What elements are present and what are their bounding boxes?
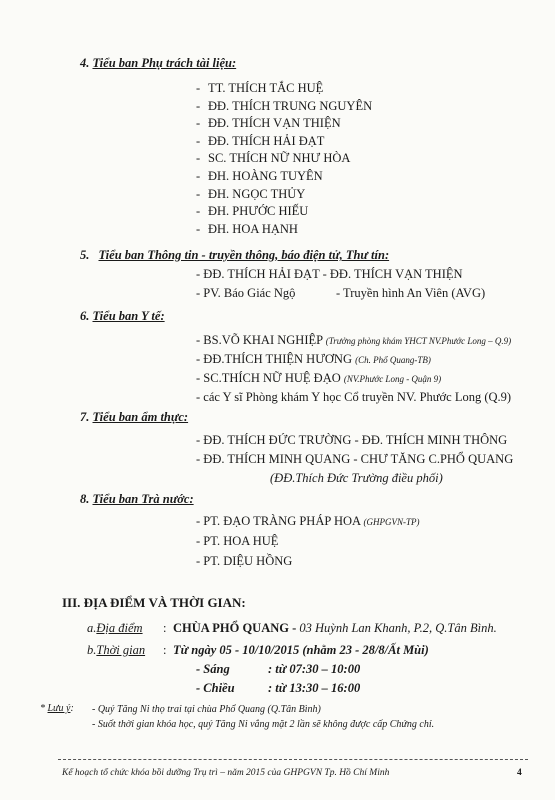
sec8-member-name: - PT. ĐẠO TRÀNG PHÁP HOA: [196, 514, 364, 528]
sec6-member: [196, 390, 511, 405]
sec4-member-name: ĐH. HOÀNG TUYÊN: [208, 169, 323, 183]
note-star: *: [40, 703, 45, 714]
sec8-member: [196, 554, 292, 569]
sec6-member: [196, 352, 431, 367]
sec4-member: [196, 81, 323, 96]
sec4-member-name: ĐĐ. THÍCH HẢI ĐẠT: [208, 133, 325, 148]
sec7-line-1: - ĐĐ. THÍCH ĐỨC TRƯỜNG - ĐĐ. THÍCH MINH THÔNG: [196, 433, 508, 447]
time-label: [87, 643, 145, 658]
sec6-member: [196, 371, 441, 386]
list-dash: -: [196, 116, 201, 131]
location-address: 03 Huỳnh Lan Khanh, P.2, Q.Tân Bình.: [296, 621, 497, 635]
time-label-text: Thời gian: [96, 643, 146, 657]
list-dash: -: [196, 81, 201, 95]
sec4-heading: [80, 56, 236, 71]
time-prefix: b.: [87, 643, 97, 657]
morning-hours: : từ 07:30 – 10:00: [268, 662, 361, 676]
sec4-member: [196, 116, 341, 131]
sec6-member-name: - ĐĐ.THÍCH THIỆN HƯƠNG: [196, 352, 356, 366]
sec5-number: 5.: [80, 248, 90, 262]
sec4-member: [196, 169, 323, 184]
sec7-title: Tiểu ban ẩm thực:: [92, 410, 189, 424]
sec4-member-name: ĐH. PHƯỚC HIẾU: [208, 204, 309, 219]
sec8-member-note: (GHPGVN-TP): [363, 517, 420, 527]
sec5-line-2a: - PV. Báo Giác Ngộ: [196, 286, 296, 300]
note-label: [40, 703, 74, 714]
sec4-member: [196, 204, 308, 219]
time-value: Từ ngày 05 - 10/10/2015 (nhằm 23 - 28/8/Ất Mùi): [173, 643, 429, 657]
sec4-member-name: ĐĐ. THÍCH TRUNG NGUYÊN: [208, 98, 373, 113]
list-dash: -: [196, 133, 201, 148]
time-colon: :: [163, 643, 167, 657]
sec6-title: Tiểu ban Y tế:: [92, 309, 165, 323]
list-dash: -: [196, 186, 201, 201]
sec8-title: Tiểu ban Trà nước:: [92, 492, 194, 506]
sec5-heading: [80, 248, 389, 263]
note-label-text: Lưu ý: [47, 703, 71, 714]
sec7-number: 7.: [80, 410, 90, 424]
afternoon-hours: : từ 13:30 – 16:00: [268, 681, 361, 695]
sec4-member-name: TT. THÍCH TẮC HUỆ: [208, 81, 324, 95]
sec6-member-note: (Trưởng phòng khám YHCT NV.Phước Long – Q.9): [325, 336, 512, 346]
location-value: [173, 621, 497, 636]
sec4-member: [196, 151, 350, 166]
sec6-member-name: - BS.VÕ KHAI NGHIỆP: [196, 333, 326, 347]
sec8-member: [196, 514, 420, 529]
note-line-1: - Quý Tăng Ni thọ trai tại chùa Phổ Quang (Q.Tân Bình): [92, 704, 321, 715]
sec5-line-1: - ĐĐ. THÍCH HẢI ĐẠT - ĐĐ. THÍCH VẠN THIỆN: [196, 267, 463, 281]
sec6-heading: [80, 309, 165, 324]
sec7-coordinator-note: (ĐĐ.Thích Đức Trường điều phối): [270, 471, 443, 485]
morning-label: - Sáng: [196, 662, 230, 676]
sec6-member-note: (NV.Phước Long - Quận 9): [343, 374, 442, 384]
sec8-member-name: - PT. DIỆU HỒNG: [196, 554, 293, 568]
sec8-member: [196, 534, 278, 549]
sec4-member-name: ĐH. HOA HẠNH: [208, 221, 298, 236]
sec6-number: 6.: [80, 309, 90, 323]
sec7-heading: [80, 410, 188, 425]
sec6-member-note: (Ch. Phổ Quang-TB): [355, 355, 431, 365]
location-label: [87, 621, 143, 636]
page-number: 4: [517, 768, 522, 778]
sec4-member-name: SC. THÍCH NỮ NHƯ HÒA: [208, 151, 351, 166]
section-iii-title: III. ĐỊA ĐIỂM VÀ THỜI GIAN:: [62, 595, 246, 610]
footer-divider: [58, 759, 528, 760]
list-dash: -: [196, 169, 201, 183]
list-dash: -: [196, 151, 201, 166]
sec6-member-name: - SC.THÍCH NỮ HUỆ ĐẠO: [196, 371, 344, 385]
list-dash: -: [196, 204, 201, 219]
sec4-member-name: ĐH. NGỌC THỦY: [208, 186, 306, 201]
location-colon: :: [163, 621, 167, 635]
sec6-member: [196, 333, 511, 348]
sec5-title: Tiểu ban Thông tin - truyền thông, báo điện tử, Thư tín:: [98, 248, 390, 262]
sec4-member: [196, 99, 372, 114]
note-colon: :: [70, 703, 74, 714]
sec8-member-name: - PT. HOA HUỆ: [196, 534, 279, 548]
sec4-member: [196, 187, 305, 202]
location-prefix: a.: [87, 621, 97, 635]
sec4-member-name: ĐĐ. THÍCH VẠN THIỆN: [208, 116, 341, 131]
sec5-line-2b: - Truyền hình An Viên (AVG): [336, 286, 486, 300]
note-line-2: - Suốt thời gian khóa học, quý Tăng Ni vắng mặt 2 lần sẽ không được cấp Chứng chỉ.: [92, 719, 435, 730]
sec7-line-2: - ĐĐ. THÍCH MINH QUANG - CHƯ TĂNG C.PHỔ QUANG: [196, 452, 514, 466]
afternoon-label: - Chiều: [196, 681, 235, 695]
sec8-number: 8.: [80, 492, 90, 506]
sec8-heading: [80, 492, 194, 507]
location-label-text: Địa điểm: [96, 621, 143, 635]
sec4-member: [196, 134, 324, 149]
sec4-title: Tiểu ban Phụ trách tài liệu:: [92, 56, 237, 70]
sec4-member: [196, 222, 298, 237]
footer-text: Kế hoạch tổ chức khóa bồi dưỡng Trụ trì – năm 2015 của GHPGVN Tp. Hồ Chí Minh: [62, 768, 390, 778]
list-dash: -: [196, 221, 201, 236]
list-dash: -: [196, 98, 201, 113]
sec4-number: 4.: [80, 56, 90, 70]
sec6-member-name: - các Y sĩ Phòng khám Y học Cổ truyền NV. Phước Long (Q.9): [196, 390, 512, 404]
location-temple: CHÙA PHỔ QUANG -: [173, 621, 297, 635]
